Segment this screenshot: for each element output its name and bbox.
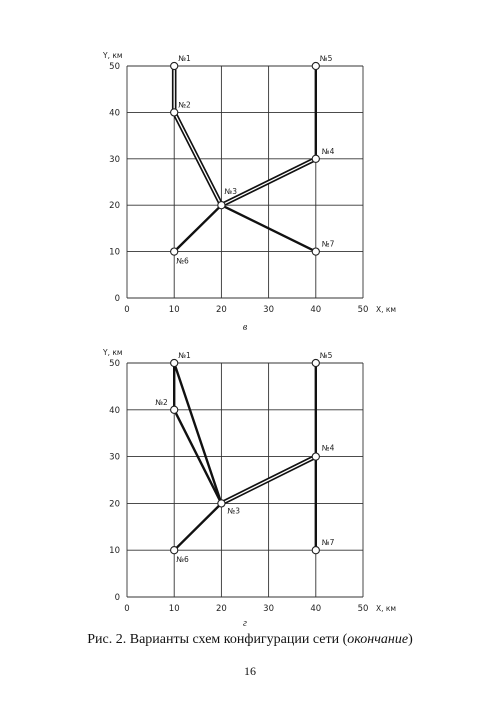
x-tick-label: 40: [310, 604, 322, 614]
network-diagram-v: [102, 51, 396, 333]
x-tick-label: 20: [215, 604, 227, 614]
x-tick-label: 10: [168, 604, 180, 614]
node-marker: [312, 248, 319, 255]
caption-text: Рис. 2. Варианты схем конфигурации сети (: [87, 632, 348, 647]
y-tick-label: 30: [109, 154, 120, 165]
node-label: №7: [321, 239, 335, 249]
y-tick-label: 10: [109, 247, 120, 258]
node-label: №4: [321, 146, 335, 156]
node-label: №3: [224, 187, 237, 197]
caption-suffix: ): [408, 632, 413, 647]
y-tick-label: 10: [109, 546, 120, 557]
node-marker: [312, 453, 319, 460]
node-marker: [171, 248, 178, 255]
node-marker: [171, 547, 178, 554]
node-label: №7: [321, 538, 335, 548]
node-label: №3: [227, 506, 240, 516]
y-tick-label: 20: [109, 201, 120, 212]
edge-single-circuit-n3-n6: [174, 205, 221, 251]
figure-caption: [0, 632, 500, 648]
y-tick-label: 40: [109, 405, 120, 416]
node-marker: [171, 109, 178, 116]
panel-label: в: [242, 322, 248, 333]
x-axis-label: X, км: [376, 305, 397, 314]
node-label: №1: [178, 54, 191, 63]
node-label: №6: [176, 256, 189, 266]
node-label: №4: [321, 443, 335, 453]
x-tick-label: 20: [215, 305, 227, 315]
y-tick-label: 20: [109, 499, 120, 510]
edge-single-circuit-n1-n3: [174, 363, 221, 503]
y-tick-label: 0: [114, 593, 120, 603]
x-tick-label: 10: [168, 305, 180, 315]
x-tick-label: 30: [263, 604, 275, 614]
y-axis-label: Y, км: [103, 348, 123, 357]
node-label: №5: [319, 351, 333, 360]
x-tick-label: 0: [124, 604, 130, 614]
x-tick-label: 0: [124, 305, 130, 315]
edge-single-circuit-n3-n6: [174, 503, 221, 550]
y-tick-label: 50: [109, 62, 120, 72]
grid: [127, 66, 363, 298]
x-axis-label: X, км: [376, 604, 397, 613]
y-tick-label: 0: [114, 294, 120, 304]
y-axis-label: Y, км: [103, 51, 123, 60]
caption-italic: окончание: [347, 632, 409, 647]
node-label: №2: [178, 100, 191, 110]
node-label: №2: [155, 397, 168, 407]
node-marker: [171, 406, 178, 413]
panel-label: г: [243, 618, 247, 629]
node-marker: [171, 359, 178, 366]
node-marker: [312, 359, 319, 366]
node-label: №5: [319, 54, 333, 63]
y-tick-label: 30: [109, 452, 120, 463]
x-tick-label: 30: [263, 305, 275, 315]
x-tick-label: 50: [357, 604, 369, 614]
network-diagram-g: [102, 348, 396, 629]
page-number: 16: [244, 664, 256, 678]
node-marker: [218, 500, 225, 507]
node-label: №1: [178, 351, 191, 360]
node-marker: [218, 202, 225, 209]
x-tick-label: 40: [310, 305, 322, 315]
y-tick-label: 50: [109, 359, 120, 369]
x-tick-label: 50: [357, 305, 369, 315]
y-tick-label: 40: [109, 108, 120, 119]
node-marker: [312, 155, 319, 162]
node-marker: [171, 62, 178, 69]
node-marker: [312, 62, 319, 69]
node-label: №6: [176, 555, 189, 565]
node-marker: [312, 547, 319, 554]
